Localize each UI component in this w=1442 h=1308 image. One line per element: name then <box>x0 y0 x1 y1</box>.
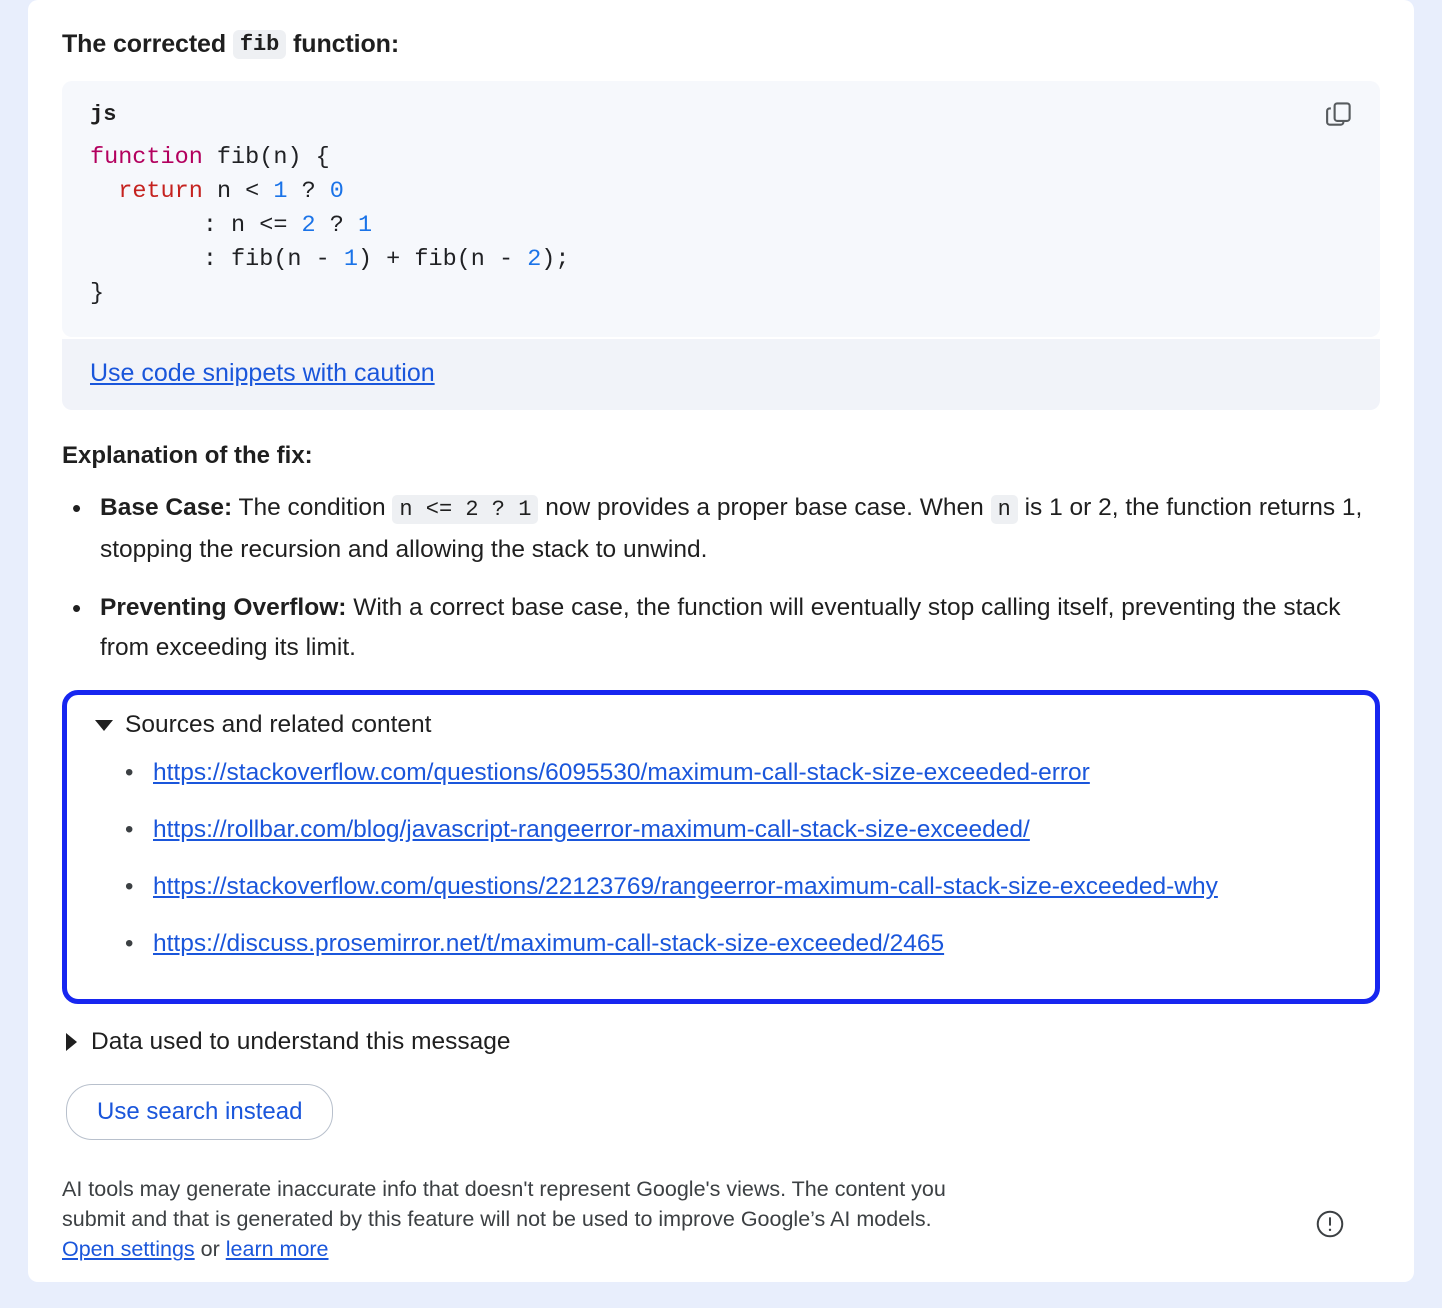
code-caution-link[interactable]: Use code snippets with caution <box>90 359 435 387</box>
ai-response-panel <box>28 0 1414 1282</box>
footer-text <box>62 1174 946 1264</box>
footer-line-2: submit and that is generated by this feature will not be used to improve Google’s AI models. <box>62 1207 932 1231</box>
code-language-label: js <box>90 101 117 127</box>
sources-list <box>81 751 1361 969</box>
explanation-item-text-1: With a correct base case, the function will eventually stop calling itself, preventing the stack from exceeding its limit. <box>100 594 1341 661</box>
source-link[interactable]: https://discuss.prosemirror.net/t/maximum-call-stack-size-exceeded/2465 <box>153 930 945 957</box>
list-item <box>153 751 1361 798</box>
data-used-disclosure-toggle[interactable] <box>66 1028 1380 1056</box>
title-suffix: function: <box>286 30 400 58</box>
explanation-item-label: Base Case: <box>100 494 233 521</box>
code-content: function fib(n) { return n < 1 ? 0 : n <= 2 ? 1 : fib(n - 1) + fib(n - 2); } <box>90 144 570 307</box>
learn-more-link[interactable]: learn more <box>225 1237 329 1261</box>
sources-title: Sources and related content <box>125 711 432 738</box>
list-item <box>96 588 1380 668</box>
data-used-title: Data used to understand this message <box>91 1028 511 1055</box>
footer-disclaimer <box>62 1174 1380 1264</box>
explanation-list <box>62 488 1380 668</box>
code-block-header <box>62 81 1380 135</box>
list-item <box>153 865 1361 912</box>
list-item <box>153 808 1361 855</box>
code-block <box>62 81 1380 337</box>
footer-line-1: AI tools may generate inaccurate info that doesn't represent Google's views. The content you <box>62 1177 946 1201</box>
explanation-item-text-1: The condition <box>232 494 393 521</box>
chevron-down-icon <box>95 720 113 731</box>
code-caution-bar <box>62 339 1380 410</box>
list-item <box>153 922 1361 969</box>
explanation-title: Explanation of the fix: <box>62 442 313 469</box>
sources-section <box>62 690 1380 1004</box>
explanation-item-label: Preventing Overflow: <box>100 594 347 621</box>
explanation-inline-code-2: n <box>991 495 1018 524</box>
explanation-inline-code-1: n <= 2 ? 1 <box>392 495 538 524</box>
footer-or-text: or <box>194 1237 226 1261</box>
sources-disclosure-toggle[interactable] <box>81 707 1361 743</box>
copy-icon[interactable] <box>1324 99 1354 129</box>
source-link[interactable]: https://rollbar.com/blog/javascript-rangeerror-maximum-call-stack-size-exceeded/ <box>153 816 1030 843</box>
explanation-item-text-2: now provides a proper base case. When <box>538 494 991 521</box>
use-search-instead-button[interactable]: Use search instead <box>66 1084 333 1140</box>
title-inline-code: fib <box>233 30 286 59</box>
explanation-item-text-3: is 1 or 2, the function returns 1, stopping the recursion and allowing the stack to unwind. <box>100 494 1363 563</box>
source-link[interactable]: https://stackoverflow.com/questions/22123769/rangeerror-maximum-call-stack-size-exceeded-why <box>153 873 1218 900</box>
title-prefix: The corrected <box>62 30 233 58</box>
open-settings-link[interactable]: Open settings <box>62 1237 195 1261</box>
source-link[interactable]: https://stackoverflow.com/questions/6095530/maximum-call-stack-size-exceeded-error <box>153 759 1090 786</box>
chevron-right-icon <box>66 1033 77 1051</box>
list-item <box>96 488 1380 570</box>
page-title <box>62 30 1380 59</box>
info-icon[interactable] <box>1314 1208 1346 1240</box>
